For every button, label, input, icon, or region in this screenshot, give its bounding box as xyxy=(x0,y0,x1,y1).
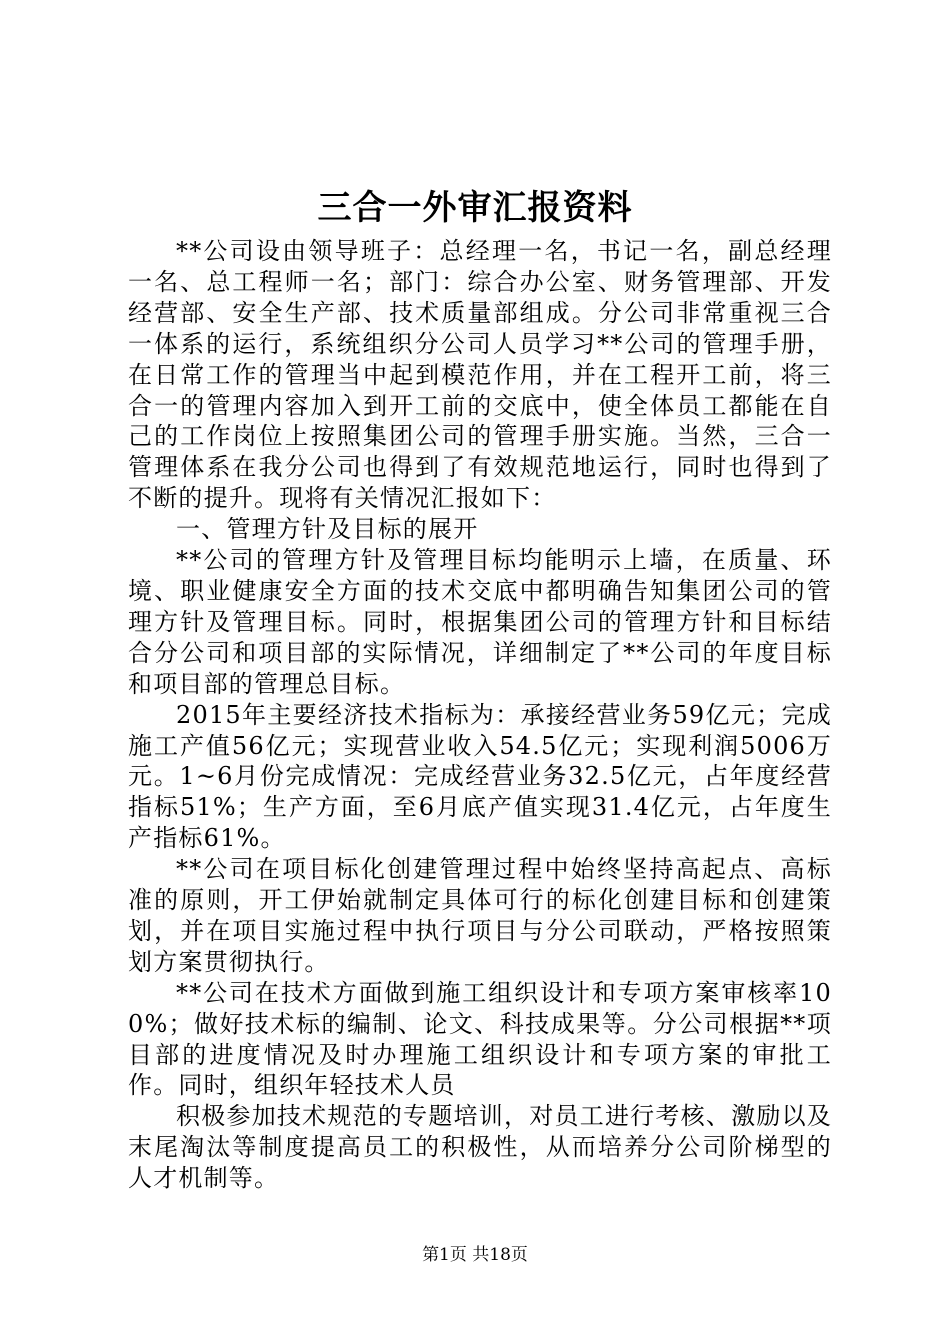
paragraph-training: 积极参加技术规范的专题培训，对员工进行考核、激励以及末尾淘汰等制度提高员工的积极性，从而培养分公司阶梯型的人才机制等。 xyxy=(128,1102,832,1193)
document-body xyxy=(128,236,832,1194)
paragraph-indicators: 2015年主要经济技术指标为：承接经营业务59亿元；完成施工产值56亿元；实现营业收入54.5亿元；实现利润5006万元。1~6月份完成情况：完成经营业务32.5亿元，占年度经营指标51%；生产方面，至6月底产值实现31.4亿元，占年度生产指标61%。 xyxy=(128,700,832,853)
paragraph-technical: **公司在技术方面做到施工组织设计和专项方案审核率100%；做好技术标的编制、论文、科技成果等。分公司根据**项目部的进度情况及时办理施工组织设计和专项方案的审批工作。同时，组织年轻技术人员 xyxy=(128,978,832,1100)
page-number-footer: 第1页 共18页 xyxy=(422,1245,528,1265)
paragraph-standardization: **公司在项目标化创建管理过程中始终坚持高起点、高标准的原则，开工伊始就制定具体可行的标化创建目标和创建策划，并在项目实施过程中执行项目与分公司联动，严格按照策划方案贯彻执行。 xyxy=(128,855,832,976)
paragraph-intro: **公司设由领导班子：总经理一名，书记一名，副总经理一名、总工程师一名；部门：综合办公室、财务管理部、开发经营部、安全生产部、技术质量部组成。分公司非常重视三合一体系的运行，系统组织分公司人员学习**公司的管理手册，在日常工作的管理当中起到模范作用，并在工程开工前，将三合一的管理内容加入到开工前的交底中，使全体员工都能在自己的工作岗位上按照集团公司的管理手册实施。当然，三合一管理体系在我分公司也得到了有效规范地运行，同时也得到了不断的提升。现将有关情况汇报如下： xyxy=(128,237,832,513)
section-heading: 一、管理方针及目标的展开 xyxy=(176,515,479,544)
paragraph-policy: **公司的管理方针及管理目标均能明示上墙，在质量、环境、职业健康安全方面的技术交底中都明确告知集团公司的管理方针及管理目标。同时，根据集团公司的管理方针和目标结合分公司和项目部的实际情况，详细制定了**公司的年度目标和项目部的管理总目标。 xyxy=(128,546,832,698)
document-title: 三合一外审汇报资料 xyxy=(317,188,633,228)
